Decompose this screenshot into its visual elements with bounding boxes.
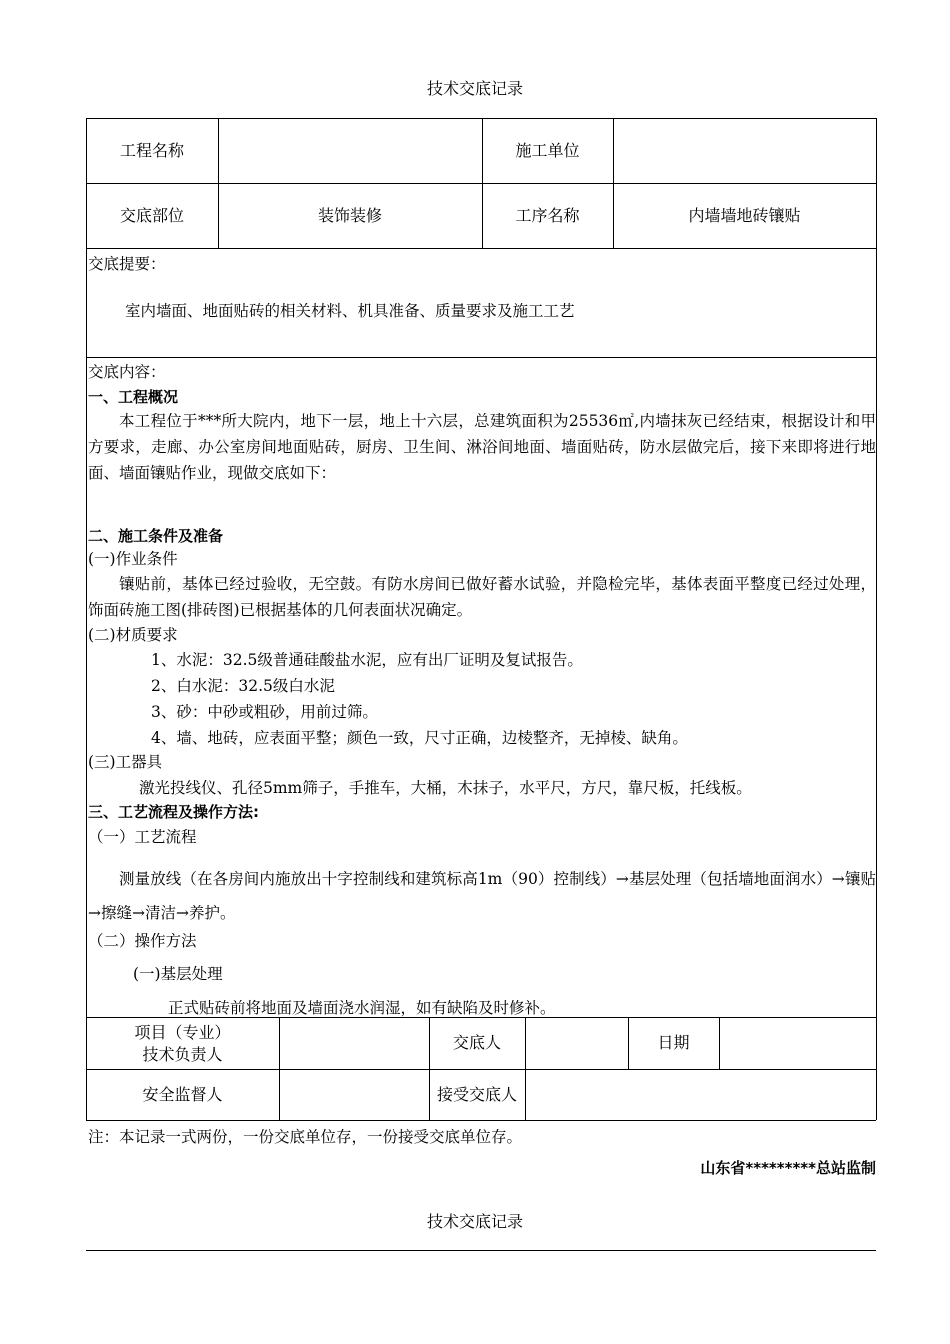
flow-text: 测量放线（在各房间内施放出十字控制线和建筑标高1m（90）控制线）→基层处理（包括墙地面润水）→镶贴→擦缝→清洁→养护。 — [88, 870, 876, 922]
page-2-top-border — [86, 1250, 876, 1251]
summary-label: 交底提要： — [88, 255, 166, 273]
issuer-text: 山东省*********总站监制 — [700, 1159, 876, 1177]
summary-text: 室内墙面、地面贴砖的相关材料、机具准备、质量要求及施工工艺 — [125, 302, 575, 320]
table-border-left — [86, 118, 87, 1120]
note-text: 注：本记录一式两份，一份交底单位存，一份接受交底单位存。 — [88, 1128, 523, 1146]
part-label: 交底部位 — [119, 205, 184, 225]
discloser-signature[interactable] — [525, 1017, 628, 1069]
table-border-bottom — [86, 1120, 876, 1121]
safety-signature[interactable] — [279, 1069, 429, 1120]
section-3-2-1-text: 正式贴砖前将地面及墙面浇水润湿，如有缺陷及时修补。 — [168, 999, 556, 1017]
safety-label: 安全监督人 — [142, 1084, 223, 1104]
date-value[interactable] — [719, 1017, 876, 1069]
section-3-1-title: （一）工艺流程 — [88, 828, 197, 846]
project-name-label: 工程名称 — [119, 140, 184, 160]
process-label: 工序名称 — [515, 205, 580, 225]
section-3-2-title: （二）操作方法 — [88, 932, 197, 950]
tools-text: 激光投线仪、孔径5mm筛子，手推车，大桶，木抹子，水平尺，方尺，靠尺板，托线板。 — [139, 779, 752, 797]
section-1-text: 本工程位于***所大院内，地下一层，地上十六层，总建筑面积为25536㎡,内墙抹灰已经结束，根据设计和甲方要求，走廊、办公室房间地面贴砖，厨房、卫生间、淋浴间地面、墙面贴砖，防水层做完后，接下来即将进行地面、墙面镶贴作业，现做交底如下： — [88, 412, 876, 482]
section-2-title: 二、施工条件及准备 — [88, 527, 224, 545]
receiver-signature[interactable] — [525, 1069, 876, 1120]
content-label: 交底内容： — [88, 363, 166, 381]
section-3-title: 三、工艺流程及操作方法: — [88, 803, 259, 821]
material-item-4: 4、墙、地砖，应表面平整；颜色一致，尺寸正确，边棱整齐，无掉棱、缺角。 — [151, 729, 688, 747]
section-3-2-1-title: (一)基层处理 — [133, 965, 223, 983]
material-item-1: 1、水泥：32.5级普通硅酸盐水泥，应有出厂证明及复试报告。 — [151, 651, 583, 669]
date-label: 日期 — [657, 1033, 690, 1052]
section-2-1-title: (一)作业条件 — [88, 550, 178, 568]
row-divider — [86, 357, 876, 358]
document-title-2: 技术交底记录 — [426, 1212, 523, 1231]
tech-lead-label — [86, 1019, 279, 1069]
receiver-label: 接受交底人 — [436, 1084, 517, 1104]
part-value: 装饰装修 — [317, 205, 382, 225]
material-item-3: 3、砂：中砂或粗砂，用前过筛。 — [151, 703, 378, 721]
section-2-3-title: (三)工器具 — [88, 753, 163, 771]
construction-unit-value[interactable] — [613, 118, 876, 183]
section-2-2-title: (二)材质要求 — [88, 626, 178, 644]
document-title: 技术交底记录 — [426, 79, 523, 98]
table-border-right — [876, 118, 877, 1120]
section-1-title: 一、工程概况 — [88, 388, 179, 406]
project-name-value[interactable] — [218, 118, 482, 183]
tech-lead-signature[interactable] — [279, 1017, 429, 1069]
construction-unit-label: 施工单位 — [515, 140, 580, 160]
row-divider — [86, 248, 876, 249]
tech-lead-label-line-2: 技术负责人 — [142, 1045, 223, 1064]
material-item-2: 2、白水泥：32.5级白水泥 — [151, 677, 335, 695]
process-value: 内墙墙地砖镶贴 — [688, 205, 801, 225]
discloser-label: 交底人 — [452, 1033, 501, 1052]
tech-lead-label-line-1: 项目（专业） — [134, 1023, 231, 1042]
section-2-1-text: 镶贴前，基体已经过验收，无空鼓。有防水房间已做好蓄水试验，并隐检完毕，基体表面平整度已经过处理，饰面砖施工图(排砖图)已根据基体的几何表面状况确定。 — [88, 575, 876, 619]
